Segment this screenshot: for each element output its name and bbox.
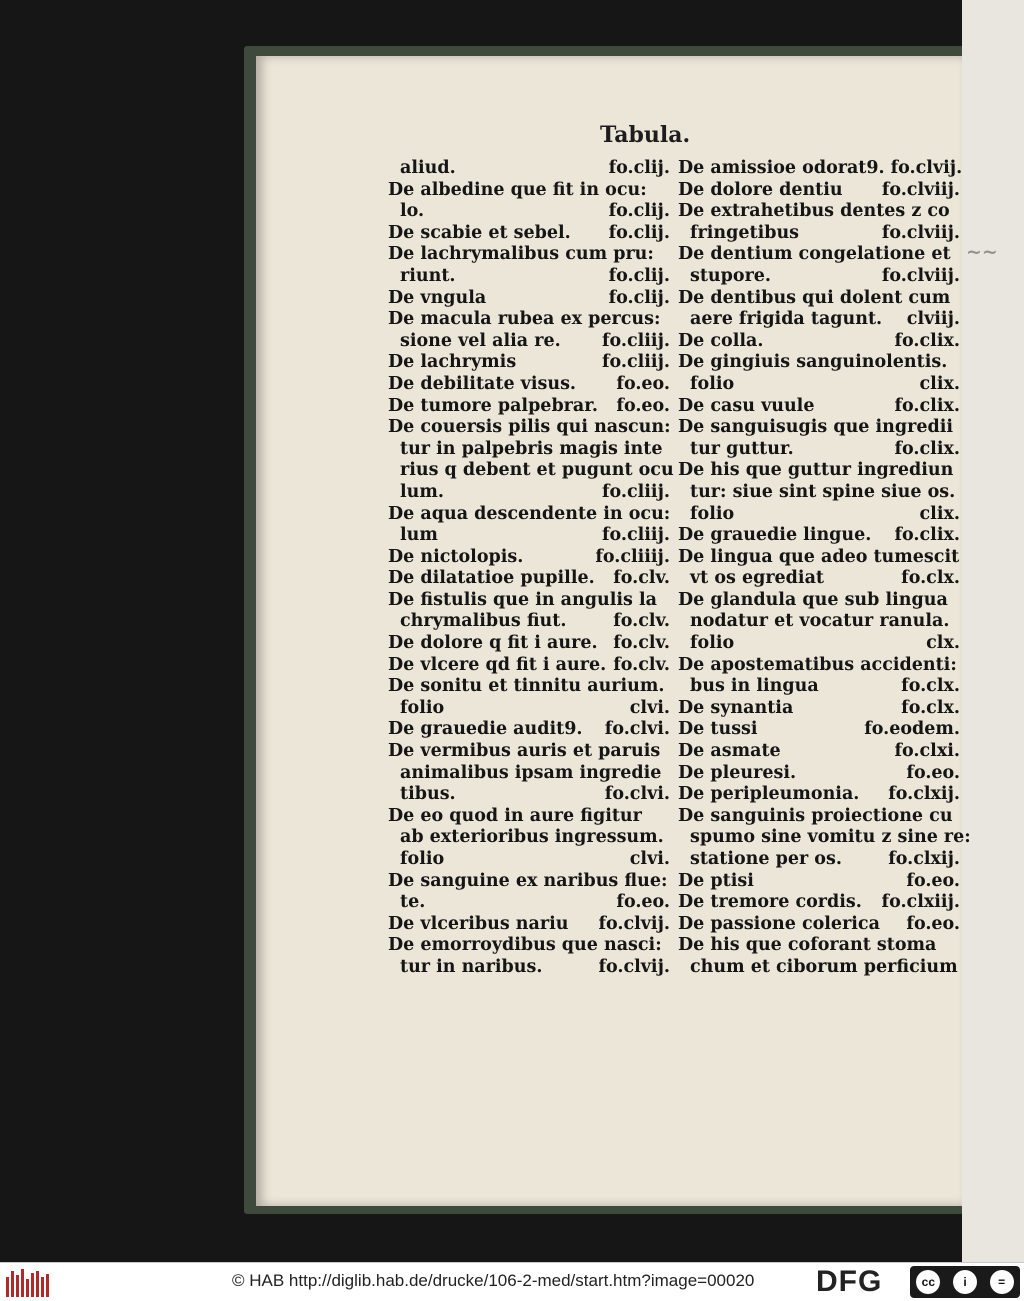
entry-text: vt os egrediat xyxy=(690,568,824,589)
footer-bar xyxy=(0,1262,1024,1301)
index-entry xyxy=(678,698,960,720)
index-entry xyxy=(678,525,960,547)
entry-text: De tremore cordis. xyxy=(678,892,862,913)
index-entry xyxy=(388,784,670,806)
entry-text: folio xyxy=(690,373,735,394)
index-entry xyxy=(678,460,960,482)
entry-text: De lingua que adeo tumescit xyxy=(678,546,960,567)
entry-folio-ref xyxy=(665,676,671,698)
entry-text: De lachrymis xyxy=(388,352,517,373)
index-entry xyxy=(388,871,670,893)
index-entry xyxy=(678,417,960,439)
index-entry xyxy=(388,568,670,590)
index-entry xyxy=(678,396,960,418)
entry-text: lum xyxy=(400,525,438,546)
index-entry xyxy=(388,525,670,547)
entry-folio-ref: fo.cliiij. xyxy=(595,546,670,567)
entry-text: De ptisi xyxy=(678,870,754,891)
entry-folio-ref: fo.cliij. xyxy=(601,525,670,546)
facing-page-edge xyxy=(962,0,1024,1262)
index-entry xyxy=(388,914,670,936)
entry-folio-ref: fo.eo. xyxy=(616,892,670,913)
entry-text: lo. xyxy=(400,201,425,222)
index-entry xyxy=(678,827,971,849)
entry-folio-ref xyxy=(958,957,964,979)
entry-folio-ref: fo.clij. xyxy=(608,222,670,243)
copyright-link[interactable]: © HAB http://diglib.hab.de/drucke/106-2-med/start.htm?image=00020 xyxy=(232,1271,755,1290)
entry-folio-ref xyxy=(954,244,960,266)
entry-folio-ref xyxy=(954,460,960,482)
entry-folio-ref: fo.clv. xyxy=(613,633,670,654)
entry-text: tibus. xyxy=(400,784,456,805)
index-entry xyxy=(388,482,670,504)
entry-folio-ref: fo.clx. xyxy=(901,676,960,697)
entry-text: De sanguine ex naribus flue: xyxy=(388,870,668,891)
entry-text: bus in lingua xyxy=(690,676,819,697)
entry-folio-ref xyxy=(664,763,670,785)
index-entry xyxy=(388,957,670,979)
entry-folio-ref: clvi. xyxy=(629,849,670,869)
index-entry xyxy=(388,396,670,418)
entry-text: De pleuresi. xyxy=(678,762,797,783)
entry-folio-ref xyxy=(954,417,960,439)
index-entry xyxy=(388,504,670,526)
index-entry xyxy=(678,180,960,202)
entry-folio-ref: fo.clxiij. xyxy=(881,892,960,913)
index-entry xyxy=(388,849,670,871)
index-entry xyxy=(678,352,960,374)
entry-folio-ref: fo.clvij. xyxy=(598,913,670,934)
entry-folio-ref xyxy=(971,827,977,849)
entry-text: De vngula xyxy=(388,287,487,308)
entry-text: De macula rubea ex percus: xyxy=(388,309,661,330)
entry-text: De apostematibus accidenti: xyxy=(678,654,957,675)
index-entry xyxy=(388,309,670,331)
entry-folio-ref: fo.clviij. xyxy=(881,179,960,200)
index-entry xyxy=(388,158,670,180)
entry-text: De debilitate visus. xyxy=(388,373,577,394)
entry-folio-ref xyxy=(959,547,965,569)
entry-text: folio xyxy=(400,849,445,869)
entry-text: De gingiuis sanguinolentis. xyxy=(678,352,948,373)
index-entry xyxy=(678,957,960,979)
entry-folio-ref xyxy=(664,827,670,849)
index-entry xyxy=(388,417,670,439)
entry-text: lum. xyxy=(400,481,444,502)
entry-folio-ref: fo.clxi. xyxy=(894,741,960,762)
entry-text: sione vel alia re. xyxy=(400,330,561,351)
entry-text: De vermibus auris et paruis xyxy=(388,741,661,762)
entry-folio-ref: fo.clxij. xyxy=(888,784,960,805)
entry-folio-ref: fo.eo. xyxy=(906,913,960,934)
index-entry xyxy=(678,482,960,504)
index-entry xyxy=(388,439,670,461)
entry-folio-ref xyxy=(957,655,963,677)
entry-folio-ref xyxy=(664,590,670,612)
entry-folio-ref: fo.eo. xyxy=(616,373,670,394)
entry-text: De his que guttur ingrediun xyxy=(678,460,954,481)
entry-text: chum et ciborum perficium xyxy=(690,956,958,977)
entry-text: De amissioe odorat9. xyxy=(678,158,885,178)
index-entry xyxy=(678,633,960,655)
entry-folio-ref xyxy=(664,439,670,461)
index-entry xyxy=(678,547,960,569)
entry-folio-ref: clix. xyxy=(919,373,960,394)
index-entry xyxy=(678,266,960,288)
entry-folio-ref xyxy=(664,180,670,202)
entry-folio-ref xyxy=(671,417,677,439)
entry-folio-ref: fo.cliij. xyxy=(601,330,670,351)
index-entry xyxy=(678,655,960,677)
index-entry xyxy=(678,309,960,331)
index-entry xyxy=(388,935,670,957)
entry-folio-ref: fo.clviij. xyxy=(881,222,960,243)
entry-folio-ref: fo.clij. xyxy=(608,265,670,286)
index-entry xyxy=(678,568,960,590)
entry-text: De dolore q fit i aure. xyxy=(388,633,598,654)
entry-text: De asmate xyxy=(678,741,781,762)
index-entry xyxy=(678,244,960,266)
entry-text: tur guttur. xyxy=(690,438,794,459)
entry-folio-ref: fo.cliij. xyxy=(601,352,670,373)
entry-folio-ref: fo.clx. xyxy=(901,697,960,718)
entry-folio-ref: clix. xyxy=(919,503,960,524)
index-entry xyxy=(388,655,670,677)
index-entry xyxy=(388,547,670,569)
entry-text: De fistulis que in angulis la xyxy=(388,589,657,610)
entry-text: tur in palpebris magis inte xyxy=(400,438,663,459)
entry-text: De sanguisugis que ingredii xyxy=(678,417,954,438)
entry-folio-ref xyxy=(664,935,670,957)
entry-folio-ref: fo.eodem. xyxy=(864,719,960,740)
index-entry xyxy=(678,719,960,741)
entry-folio-ref: fo.clvi. xyxy=(604,719,670,740)
entry-folio-ref: fo.clxij. xyxy=(888,849,960,869)
share-alike-icon: = xyxy=(990,1270,1014,1294)
index-entry xyxy=(678,741,960,763)
entry-folio-ref: fo.eo. xyxy=(906,870,960,891)
entry-text: De couersis pilis qui nascun: xyxy=(388,417,671,438)
index-entry xyxy=(388,352,670,374)
entry-text: De vlcere qd fit i aure. xyxy=(388,654,607,675)
entry-folio-ref xyxy=(954,288,960,310)
index-entry xyxy=(388,244,670,266)
index-entry xyxy=(388,698,670,720)
entry-folio-ref: fo.clx. xyxy=(901,568,960,589)
entry-text: De sonitu et tinnitu aurium. xyxy=(388,676,665,697)
index-entry xyxy=(388,288,670,310)
entry-text: De grauedie audit9. xyxy=(388,719,583,740)
entry-text: De peripleumonia. xyxy=(678,784,860,805)
entry-folio-ref: clx. xyxy=(926,633,960,654)
entry-folio-ref xyxy=(664,741,670,763)
index-entry xyxy=(678,935,960,957)
index-entry xyxy=(388,266,670,288)
entry-text: De tumore palpebrar. xyxy=(388,395,598,416)
entry-folio-ref: fo.clv. xyxy=(613,654,670,675)
cc-license-badge[interactable] xyxy=(910,1266,1020,1298)
entry-text: te. xyxy=(400,892,426,913)
entry-folio-ref: fo.clvij. xyxy=(890,158,963,178)
index-entry xyxy=(678,806,960,828)
index-entry xyxy=(388,827,670,849)
entry-text: folio xyxy=(690,633,735,654)
entry-folio-ref xyxy=(954,935,960,957)
entry-folio-ref: fo.clv. xyxy=(613,611,670,632)
entry-text: De lachrymalibus cum pru: xyxy=(388,244,654,265)
entry-folio-ref xyxy=(664,309,670,331)
index-entry xyxy=(678,439,960,461)
index-entry xyxy=(678,849,960,871)
entry-text: De passione colerica xyxy=(678,913,880,934)
index-entry xyxy=(678,504,960,526)
entry-folio-ref xyxy=(954,611,960,633)
entry-folio-ref xyxy=(954,806,960,828)
entry-text: statione per os. xyxy=(690,849,842,869)
index-entry xyxy=(388,460,674,482)
dfg-logo[interactable]: DFG xyxy=(816,1265,883,1298)
entry-text: rius q debent et pugunt ocu xyxy=(400,460,674,481)
index-entry xyxy=(678,374,960,396)
index-entry xyxy=(388,719,670,741)
entry-text: chrymalibus fiut. xyxy=(400,611,567,632)
index-entry xyxy=(678,223,960,245)
entry-folio-ref xyxy=(664,244,670,266)
entry-folio-ref: fo.clij. xyxy=(608,158,670,178)
entry-text: De grauedie lingue. xyxy=(678,525,872,546)
index-entry xyxy=(388,741,670,763)
index-entry xyxy=(388,633,670,655)
entry-folio-ref: fo.eo. xyxy=(906,762,960,783)
entry-text: De sanguinis proiectione cu xyxy=(678,805,953,826)
entry-text: aliud. xyxy=(400,158,456,178)
entry-text: De synantia xyxy=(678,697,794,718)
entry-folio-ref xyxy=(954,201,960,223)
hab-logo-icon[interactable] xyxy=(6,1269,50,1297)
page-title: Tabula. xyxy=(600,122,691,148)
index-entry xyxy=(388,180,670,202)
index-entry xyxy=(388,201,670,223)
entry-text: tur in naribus. xyxy=(400,956,543,977)
entry-text: De his que coforant stoma xyxy=(678,935,937,956)
entry-text: aere frigida tagunt. xyxy=(690,309,883,330)
entry-folio-ref: fo.clvij. xyxy=(598,956,670,977)
entry-text: De aqua descendente in ocu: xyxy=(388,503,671,524)
entry-folio-ref: fo.clij. xyxy=(608,201,670,222)
entry-text: stupore. xyxy=(690,265,772,286)
index-entry xyxy=(678,201,960,223)
entry-text: tur: siue sint spine siue os. xyxy=(690,481,956,502)
entry-folio-ref: fo.clix. xyxy=(894,438,960,459)
entry-text: riunt. xyxy=(400,265,456,286)
entry-folio-ref: fo.clix. xyxy=(894,395,960,416)
entry-folio-ref: fo.clv. xyxy=(613,568,670,589)
entry-text: De vlceribus nariu xyxy=(388,913,569,934)
index-column-left xyxy=(388,158,674,979)
entry-text: De eo quod in aure figitur xyxy=(388,805,642,826)
index-entry xyxy=(388,806,670,828)
entry-folio-ref xyxy=(955,482,961,504)
index-entry xyxy=(678,892,960,914)
entry-text: De emorroydibus que nasci: xyxy=(388,935,662,956)
entry-text: De tussi xyxy=(678,719,758,740)
entry-text: De nictolopis. xyxy=(388,546,524,567)
entry-text: De extrahetibus dentes z co xyxy=(678,201,950,222)
entry-text: animalibus ipsam ingredie xyxy=(400,762,662,783)
entry-folio-ref: fo.clix. xyxy=(894,330,960,351)
index-entry xyxy=(388,590,670,612)
index-entry xyxy=(678,871,960,893)
entry-folio-ref: clviij. xyxy=(906,309,960,330)
index-entry xyxy=(388,223,670,245)
entry-text: De colla. xyxy=(678,330,764,351)
index-column-right xyxy=(678,158,971,979)
entry-text: De dilatatioe pupille. xyxy=(388,568,595,589)
entry-folio-ref: fo.clix. xyxy=(894,525,960,546)
index-entry xyxy=(678,784,960,806)
entry-text: De dentibus qui dolent cum xyxy=(678,287,951,308)
entry-text: spumo sine vomitu z sine re: xyxy=(690,827,971,848)
index-entry xyxy=(388,331,670,353)
entry-text: nodatur et vocatur ranula. xyxy=(690,611,950,632)
entry-folio-ref xyxy=(954,590,960,612)
entry-text: ab exterioribus ingressum. xyxy=(400,827,664,848)
index-entry xyxy=(678,288,960,310)
entry-folio-ref: clvi. xyxy=(629,697,670,718)
index-entry xyxy=(678,590,960,612)
entry-folio-ref xyxy=(667,871,673,893)
index-entry xyxy=(678,611,960,633)
index-entry xyxy=(678,331,960,353)
index-entry xyxy=(678,914,960,936)
index-entry xyxy=(388,611,670,633)
entry-folio-ref xyxy=(664,806,670,828)
index-entry xyxy=(678,763,960,785)
entry-text: De scabie et sebel. xyxy=(388,222,571,243)
index-entry xyxy=(388,763,670,785)
index-entry xyxy=(678,158,963,180)
entry-text: fringetibus xyxy=(690,222,800,243)
entry-text: De albedine que fit in ocu: xyxy=(388,179,647,200)
bleed-through-text: ~~ xyxy=(966,241,998,263)
entry-text: folio xyxy=(400,697,445,718)
index-entry xyxy=(388,892,670,914)
index-entry xyxy=(678,676,960,698)
entry-text: De glandula que sub lingua xyxy=(678,589,948,610)
attribution-icon: i xyxy=(953,1270,977,1294)
entry-folio-ref: fo.clviij. xyxy=(881,265,960,286)
entry-folio-ref: fo.clij. xyxy=(608,287,670,308)
entry-folio-ref: fo.clvi. xyxy=(604,784,670,805)
entry-folio-ref: fo.eo. xyxy=(616,395,670,416)
entry-text: De dolore dentiu xyxy=(678,179,843,200)
entry-text: folio xyxy=(690,503,735,524)
entry-folio-ref: fo.cliij. xyxy=(601,481,670,502)
entry-text: De dentium congelatione et xyxy=(678,244,951,265)
entry-folio-ref xyxy=(954,352,960,374)
index-entry xyxy=(388,676,670,698)
entry-text: De casu vuule xyxy=(678,395,815,416)
cc-icon: cc xyxy=(916,1270,940,1294)
index-entry xyxy=(388,374,670,396)
entry-folio-ref xyxy=(670,504,676,526)
